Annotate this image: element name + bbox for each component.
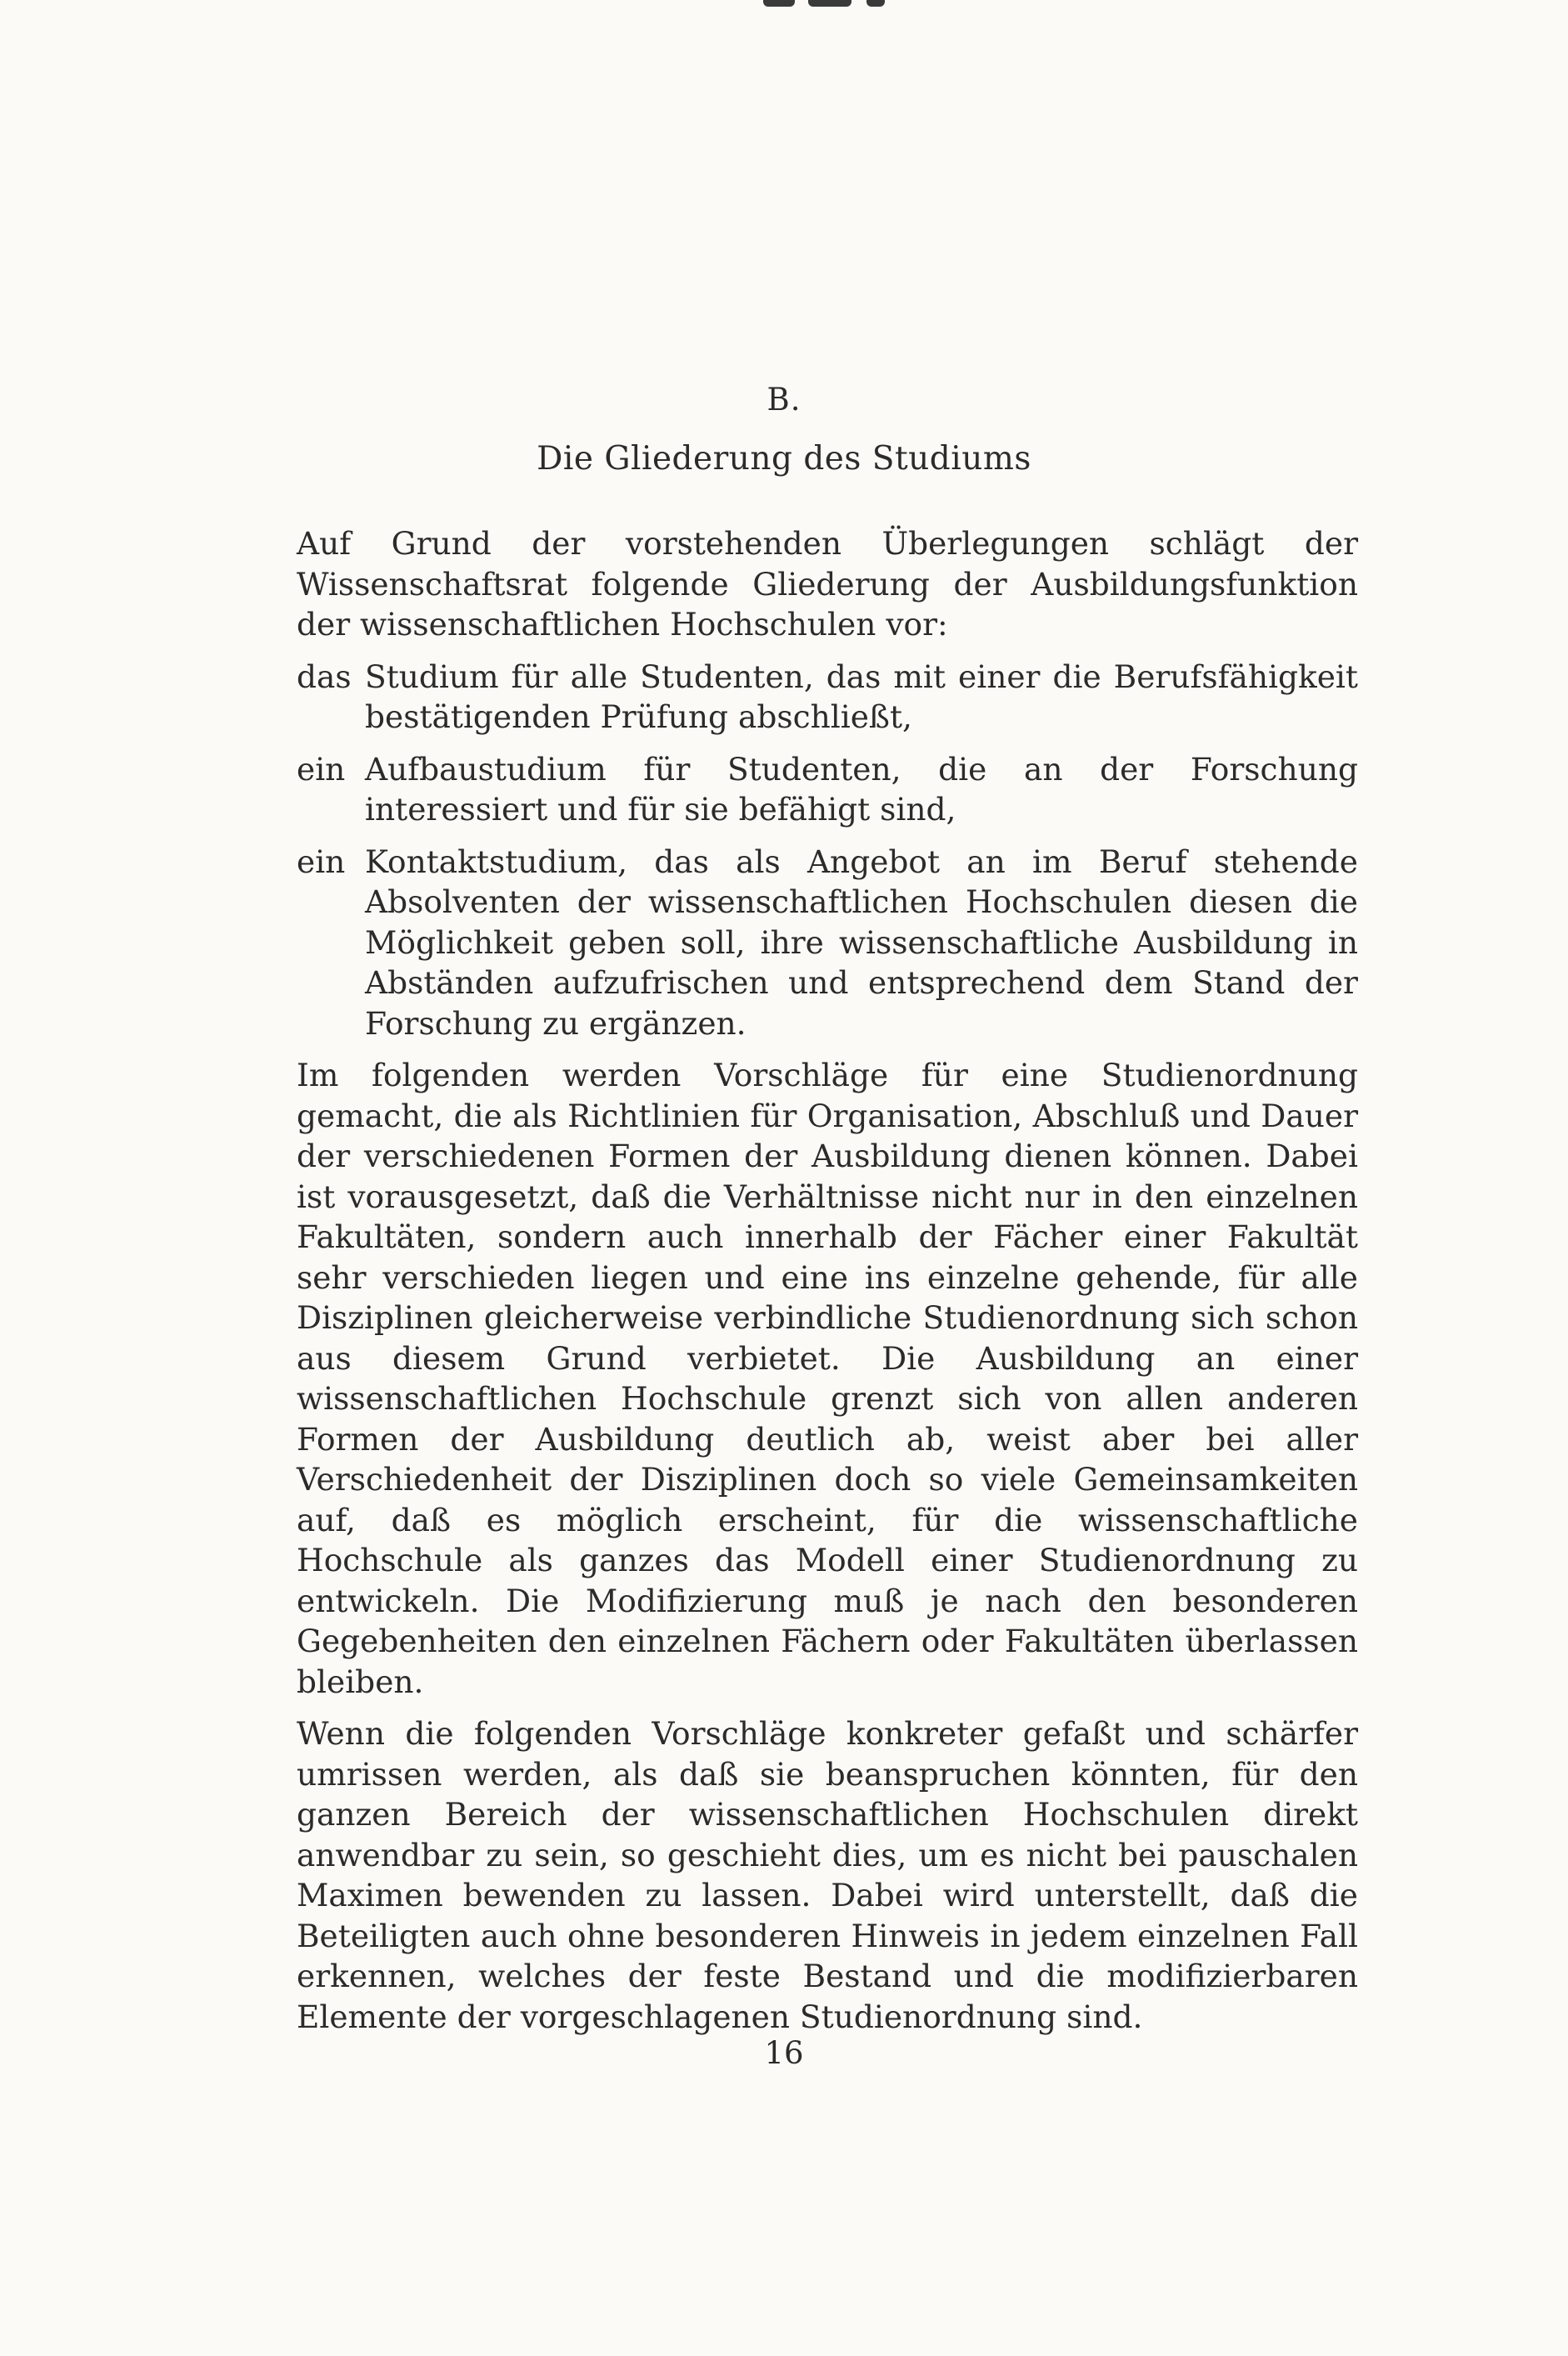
list-item-text: Kontaktstudium, das als Angebot an im Beruf stehende Absolventen der wissenschaftlichen Hochschulen diesen die Möglichkeit geben soll, ihre wissenschaftliche Ausbildung in Abständen aufzufrischen und entsprechend dem Stand der Forschung zu ergänzen. bbox=[365, 843, 1358, 1042]
body-paragraph-3: Wenn die folgenden Vorschläge konkreter gefaßt und schärfer umrissen werden, als daß sie beanspruchen könnten, für den ganzen Bereich der wissenschaftlichen Hochschulen direkt anwendbar zu sein, so geschieht dies, um es nicht bei pauschalen Maximen bewenden zu lassen. Dabei wird unterstellt, daß die Beteiligten auch ohne besonderen Hinweis in jedem einzelnen Fall erkennen, welches der feste Bestand und die modifizierbaren Elemente der vorgeschlagenen Studienordnung sind. bbox=[297, 1715, 1358, 2035]
list-item bbox=[297, 749, 1358, 830]
page-number: 16 bbox=[764, 2035, 804, 2071]
list-item-article: ein bbox=[297, 843, 346, 880]
list-item-text: Studium für alle Studenten, das mit einer die Berufsfähigkeit bestätigenden Prüfung abschließt, bbox=[365, 658, 1358, 735]
document-body bbox=[297, 523, 1358, 2048]
list-item-text: Aufbaustudium für Studenten, die an der Forschung interessiert und für sie befähigt sind, bbox=[365, 750, 1358, 828]
list-item bbox=[297, 657, 1358, 738]
intro-paragraph: Auf Grund der vorstehenden Überlegungen schlägt der Wissenschaftsrat folgende Gliederung der Ausbildungsfunktion der wissenschaftlichen Hochschulen vor: bbox=[297, 525, 1358, 643]
list-item-article: ein bbox=[297, 750, 346, 788]
body-paragraph-2: Im folgenden werden Vorschläge für eine Studienordnung gemacht, die als Richtlinien für Organisation, Abschluß und Dauer der verschiedenen Formen der Ausbildung dienen können. Dabei ist vorausgesetzt, daß die Verhältnisse nicht nur in den einzelnen Fakultäten, sondern auch innerhalb der Fächer einer Fakultät sehr verschieden liegen und eine ins einzelne gehende, für alle Disziplinen gleicherweise verbindliche Studienordnung sich schon aus diesem Grund verbietet. Die Ausbildung an einer wissenschaftlichen Hochschule grenzt sich von allen anderen Formen der Ausbildung deutlich ab, weist aber bei aller Verschiedenheit der Disziplinen doch so viele Gemeinsamkeiten auf, daß es möglich erscheint, für die wissenschaftliche Hochschule als ganzes das Modell einer Studienordnung zu entwickeln. Die Modifizierung muß je nach den besonderen Gegebenheiten den einzelnen Fächern oder Fakultäten überlassen bleiben. bbox=[297, 1057, 1358, 1700]
list-item-article: das bbox=[297, 658, 352, 695]
section-title: Die Gliederung des Studiums bbox=[537, 440, 1031, 478]
list-item bbox=[297, 842, 1358, 1044]
scan-edge-mark bbox=[750, 0, 916, 12]
section-letter: B. bbox=[767, 382, 801, 418]
